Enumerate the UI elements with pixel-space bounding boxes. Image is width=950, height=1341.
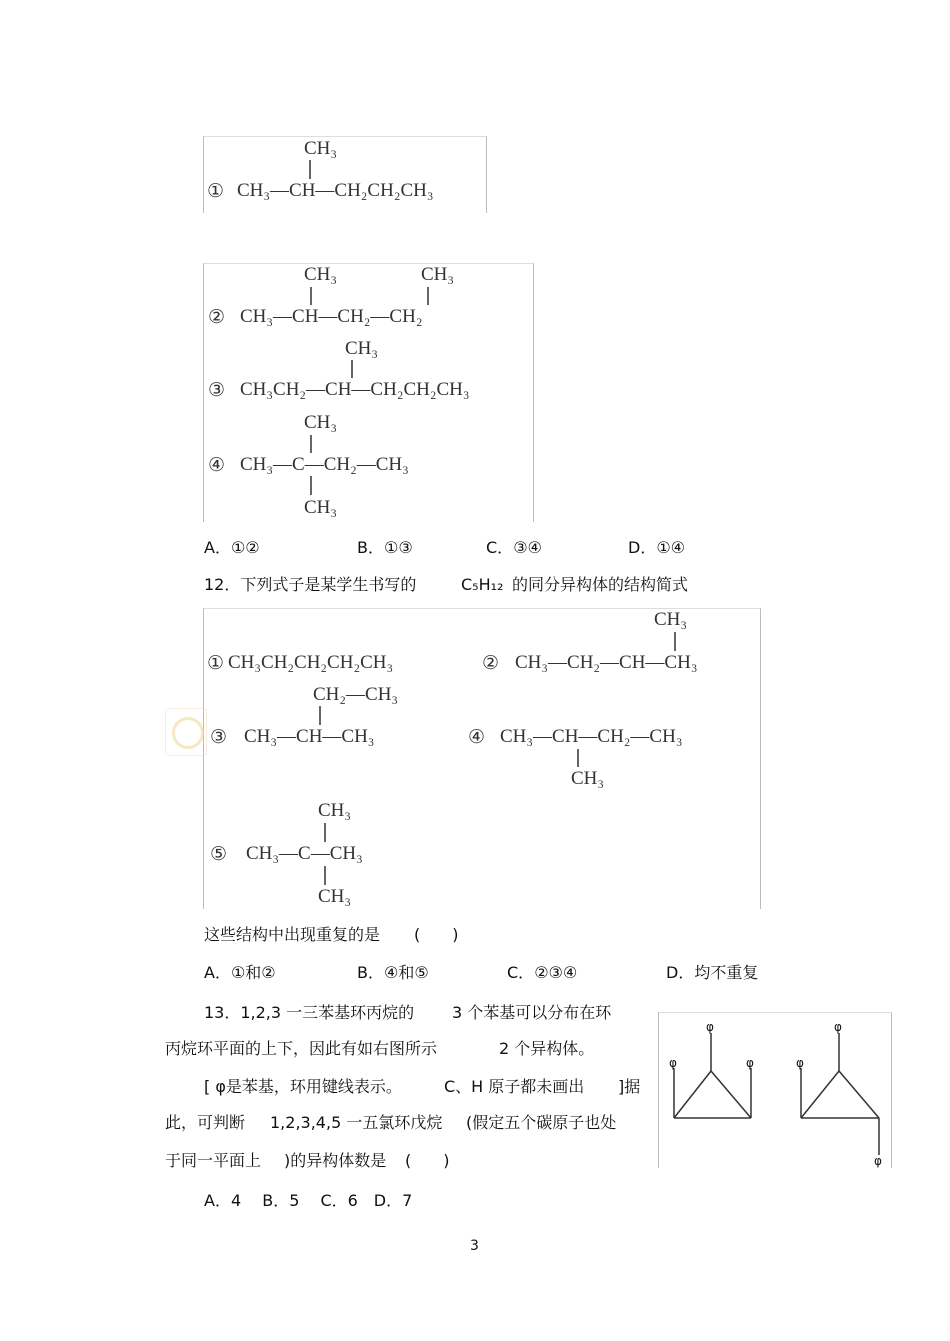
q12-answer-paren: ( ): [414, 925, 459, 944]
phi-label-right-left: φ: [796, 1056, 804, 1070]
q13-line3b: C、H 原子都未画出: [444, 1077, 585, 1096]
q13-line5a: 于同一平面上: [165, 1151, 262, 1170]
q13-line2b: 2 个异构体。: [499, 1039, 595, 1058]
q12-struct4-chain: CH₃—CH—CH₂—CH₃: [500, 726, 683, 747]
struct3-top: CH₃: [345, 338, 379, 359]
phi-label-left-left: φ: [669, 1056, 677, 1070]
q13-line4c: (假定五个碳原子也处: [466, 1113, 617, 1132]
q12-struct5-number: ⑤: [210, 844, 228, 865]
phi-label-left-right: φ: [746, 1056, 754, 1070]
q12-option-c[interactable]: C．②③④: [507, 963, 578, 982]
q12-option-b[interactable]: B．④和⑤: [357, 963, 429, 982]
q12-question: 这些结构中出现重复的是: [204, 925, 381, 944]
phi-label-right-bottom: φ: [874, 1154, 882, 1168]
page-number: 3: [470, 1238, 479, 1254]
struct1-main-chain: CH₃—CH—CH₂CH₂CH₃: [237, 180, 434, 201]
struct4-main-chain: CH₃—C—CH₂—CH₃: [240, 454, 409, 475]
q12-struct3-number: ③: [210, 727, 228, 748]
struct3-main-chain: CH₃CH₂—CH—CH₂CH₂CH₃: [240, 379, 470, 400]
q12-option-a[interactable]: A．①和②: [204, 963, 276, 982]
struct2-top1: CH₃: [304, 264, 338, 285]
q12-struct1-chain: CH₃CH₂CH₂CH₂CH₃: [228, 652, 394, 673]
q12-struct5-bottom: CH₃: [318, 886, 352, 907]
q12-struct2-top: CH₃: [654, 609, 688, 630]
q12-stem-part-a: 12．下列式子是某学生书写的: [204, 575, 417, 594]
q12-struct4-number: ④: [468, 727, 486, 748]
struct4-number: ④: [208, 455, 226, 476]
q13-line4a: 此，可判断: [165, 1113, 246, 1132]
q13-line1a: 13．1,2,3 一三苯基环丙烷的: [204, 1003, 415, 1022]
phi-label-right-top: φ: [834, 1020, 842, 1034]
q12-struct2-number: ②: [482, 653, 500, 674]
q12-formula: C₅H₁₂: [461, 575, 504, 594]
q13-line4b: 1,2,3,4,5 一五氯环戊烷: [270, 1113, 443, 1132]
q12-struct3-chain: CH₃—CH—CH₃: [244, 726, 375, 747]
q12-struct5-chain: CH₃—C—CH₃: [246, 843, 363, 864]
q11-option-c[interactable]: C．③④: [486, 538, 542, 557]
q13-options: A．4 B．5 C．6 D．7: [204, 1191, 413, 1210]
q12-option-d[interactable]: D．均不重复: [666, 963, 759, 982]
struct2-number: ②: [208, 307, 226, 328]
q12-struct3-top: CH₂—CH₃: [313, 684, 399, 705]
q13-line3a: [ φ是苯基，环用键线表示。: [204, 1077, 402, 1096]
struct4-bottom: CH₃: [304, 497, 338, 518]
q13-line3c: ]据: [618, 1077, 641, 1096]
struct1-number: ①: [207, 181, 225, 202]
struct4-top: CH₃: [304, 412, 338, 433]
struct3-number: ③: [208, 380, 226, 401]
struct2-top2: CH₃: [421, 264, 455, 285]
q12-struct4-bottom: CH₃: [571, 768, 605, 789]
struct1-top: CH₃: [304, 138, 338, 159]
q12-struct1-number: ①: [207, 653, 225, 674]
q11-option-a[interactable]: A．①②: [204, 538, 260, 557]
q13-line2a: 丙烷环平面的上下，因此有如右图所示: [165, 1039, 438, 1058]
q13-line5c: ( ): [405, 1151, 450, 1170]
struct2-main-chain: CH₃—CH—CH₂—CH₂: [240, 306, 423, 327]
q11-option-d[interactable]: D．①④: [628, 538, 686, 557]
q12-struct2-chain: CH₃—CH₂—CH—CH₃: [515, 652, 698, 673]
q11-option-b[interactable]: B．①③: [357, 538, 413, 557]
q13-line5b: )的异构体数是: [284, 1151, 387, 1170]
phi-label-left-top: φ: [706, 1020, 714, 1034]
q12-struct5-top: CH₃: [318, 800, 352, 821]
q13-line1b: 3 个苯基可以分布在环: [452, 1003, 612, 1022]
q12-stem-part-b: 的同分异构体的结构简式: [512, 575, 689, 594]
